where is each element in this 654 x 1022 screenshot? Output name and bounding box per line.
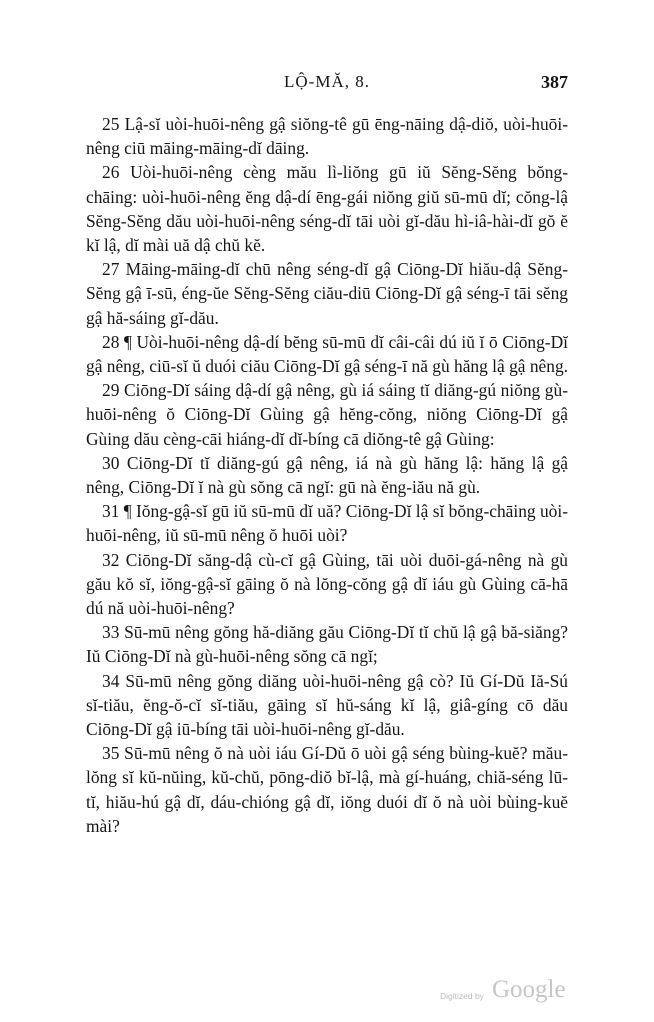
verse-28: 28 ¶ Uòi-huōi-nêng dậ-dí bĕng sū-mū dĭ câi-câi dú iŭ ĭ ō Ciōng-Dĭ gậ nêng, ciū-sĭ ŭ duói ciău Ciōng-Dĭ gậ séng-ī nă gù hăng lậ gậ nêng. (86, 331, 568, 377)
verse-35: 35 Sū-mū nêng ŏ nà uòi iáu Gí-Dŭ ō uòi gậ séng bùing-kuĕ? mău-lŏng sĭ kŭ-nŭing, kŭ-chŭ, pōng-diŏ bĭ-lậ, mà gí-huáng, chiă-séng lū-tĭ, hiău-hú gậ dĭ, dáu-chióng gậ dĭ, iŏng duói dĭ ŏ nà uòi bùing-kuĕ mài? (86, 743, 568, 836)
page-header (86, 72, 568, 100)
verse-34: 34 Sū-mū nêng gŏng diăng uòi-huōi-nêng gậ cò? Iŭ Gí-Dŭ Iă-Sú sĭ-tiău, ĕng-ŏ-cĭ sĭ-tiău, gāing sĭ hŭ-sáng kĭ lậ, giâ-gíng cō dău Ciōng-Dĭ gậ iū-bíng tāi uòi-huōi-nêng gĭ-dău. (86, 670, 568, 740)
scripture-text (86, 112, 568, 838)
page-number: 387 (541, 72, 568, 92)
verse-26: 26 Uòi-huōi-nêng cèng mău lì-liŏng gū iŭ Sĕng-Sĕng bŏng-chāing: uòi-huōi-nêng ĕng dậ-dí ēng-gái niŏng giŭ sū-mū dĭ; cŏng-lậ Sĕng-Sĕng dău uòi-huōi-nêng séng-dĭ tāi uòi gĭ-dău hì-iâ-hài-dĭ gŏ ĕ kĭ lậ, dĭ mài uă dậ chŭ kĕ. (86, 162, 568, 256)
verse-25: 25 Lậ-sĭ uòi-huōi-nêng gậ siŏng-tê gū ēng-nāing dậ-diŏ, uòi-huōi-nêng ciū māing-māing-dĭ dāing. (86, 114, 568, 159)
running-title: LỘ-MĂ, 8. (284, 72, 370, 91)
digitized-by-label: Digitized by (440, 991, 484, 1001)
verse-31: 31 ¶ Iŏng-gậ-sĭ gū iŭ sū-mū dĭ uă? Ciōng-Dĭ lậ sĭ bŏng-chāing uòi-huōi-nêng, iŭ sū-mū nêng ŏ huōi uòi? (86, 501, 568, 546)
verse-30: 30 Ciōng-Dĭ tĭ diăng-gú gậ nêng, iá nà gù hăng lậ: hăng lậ gậ nêng, Ciōng-Dĭ ĭ nà gù sŏng cā ngĭ: gū nà ĕng-iău nă gù. (86, 452, 568, 498)
verse-29: 29 Ciōng-Dĭ sáing dậ-dí gậ nêng, gù iá sáing tĭ diăng-gú niŏng gù-huōi-nêng ŏ Ciōng-Dĭ Gùing gậ hĕng-cŏng, niŏng Ciōng-Dĭ gậ Gùing dău cèng-cāi hiáng-dĭ dĭ-bíng cā diŏng-tê gậ Gùing: (86, 380, 568, 449)
digitization-watermark (430, 976, 580, 1006)
verse-33: 33 Sū-mū nêng gŏng hă-diăng gău Ciōng-Dĭ tĭ chŭ lậ gậ bă-siăng? Iŭ Ciōng-Dĭ nà gù-huōi-nêng sŏng cā ngĭ; (86, 622, 568, 667)
verse-32: 32 Ciōng-Dĭ săng-dậ cù-cĭ gậ Gùing, tāi uòi duōi-gá-nêng nà gù gău kŏ sĭ, iŏng-gậ-sĭ gāing ŏ nà lŏng-cŏng gậ dĭ iáu gù Gùing cā-hā dú nă uòi-huōi-nêng? (86, 549, 568, 619)
google-logo: Google (492, 976, 566, 1003)
verse-27: 27 Māing-māing-dĭ chū nêng séng-dĭ gậ Ciōng-Dĭ hiău-dậ Sĕng-Sĕng gậ ī-sū, éng-ŭe Sĕng-Sĕng ciău-diū Ciōng-Dĭ gậ séng-ī tāi sĕng gậ hă-sáing gĭ-dău. (86, 259, 568, 328)
